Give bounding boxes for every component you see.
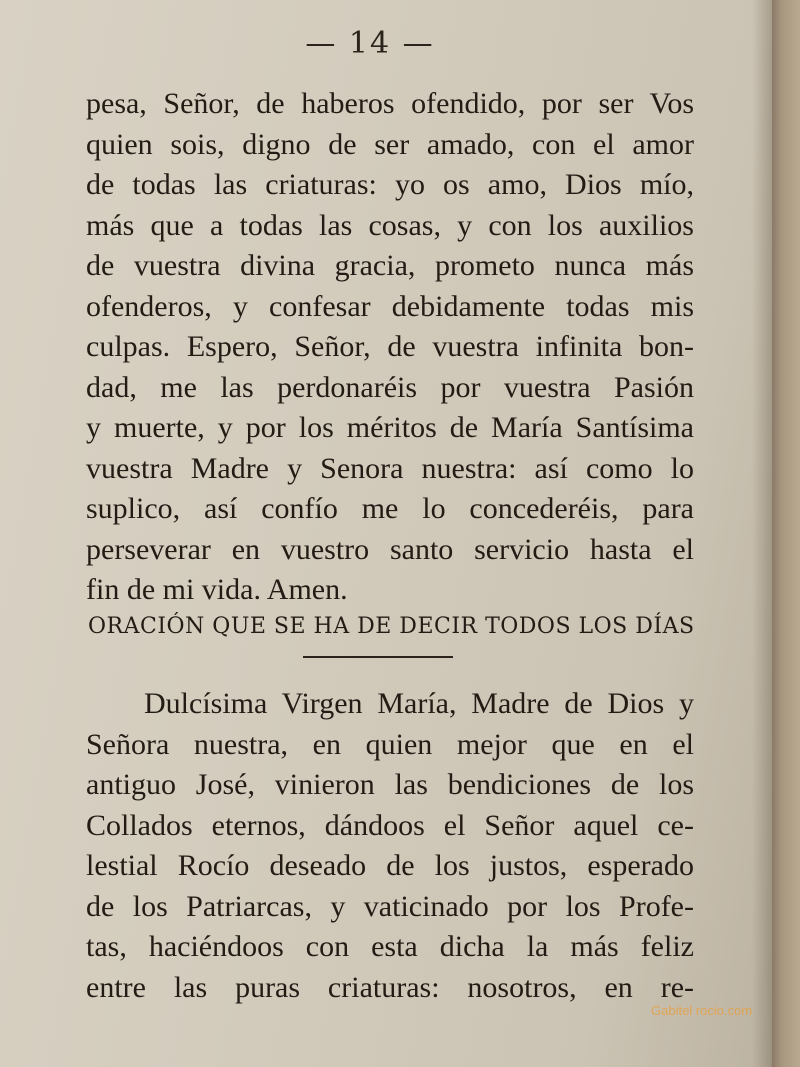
watermark-text: Gabitel rocio.com: [651, 1003, 753, 1018]
text-line: lestial Rocío deseado de los justos, esperado: [86, 849, 694, 882]
text-line: fin de mi vida. Amen.: [86, 573, 348, 606]
heading-divider: [303, 656, 453, 658]
text-line: suplico, así confío me lo concederéis, para: [86, 492, 694, 525]
page-gutter-shadow: [752, 0, 772, 1067]
text-line: tas, haciéndoos con esta dicha la más feliz: [86, 930, 694, 963]
text-line: perseverar en vuestro santo servicio hasta el: [86, 532, 694, 566]
text-line: de todas las criaturas: yo os amo, Dios mío,: [86, 168, 694, 201]
text-line: pesa, Señor, de haberos ofendido, por ser Vos: [86, 87, 694, 120]
text-line: vuestra Madre y Senora nuestra: así como lo: [86, 451, 694, 485]
text-line: de vuestra divina gracia, prometo nunca más: [86, 249, 694, 282]
book-binding-edge: [772, 0, 800, 1067]
text-line: Dulcísima Virgen María, Madre de Dios y: [144, 687, 694, 720]
text-line: de los Patriarcas, y vaticinado por los Profe-: [86, 889, 694, 923]
text-line: entre las puras criaturas: nosotros, en re-: [86, 970, 694, 1004]
text-line: culpas. Espero, Señor, de vuestra infinita bon-: [86, 330, 694, 363]
text-line: Collados eternos, dándoos el Señor aquel ce-: [86, 808, 694, 842]
text-line: más que a todas las cosas, y con los auxilios: [86, 208, 694, 242]
text-line: ofenderos, y confesar debidamente todas mis: [86, 289, 694, 323]
text-line: antiguo José, vinieron las bendiciones de los: [86, 768, 694, 801]
paragraph-1: [86, 84, 694, 611]
page-number: — 14 —: [305, 26, 435, 61]
paragraph-2: [86, 684, 694, 1008]
text-line: y muerte, y por los méritos de María Santísima: [86, 411, 694, 444]
text-line: dad, me las perdonaréis por vuestra Pasión: [86, 370, 694, 404]
section-heading: ORACIÓN QUE SE HA DE DECIR TODOS LOS DÍAS: [88, 614, 695, 639]
text-line: Señora nuestra, en quien mejor que en el: [86, 727, 694, 761]
text-line: quien sois, digno de ser amado, con el amor: [86, 127, 694, 161]
